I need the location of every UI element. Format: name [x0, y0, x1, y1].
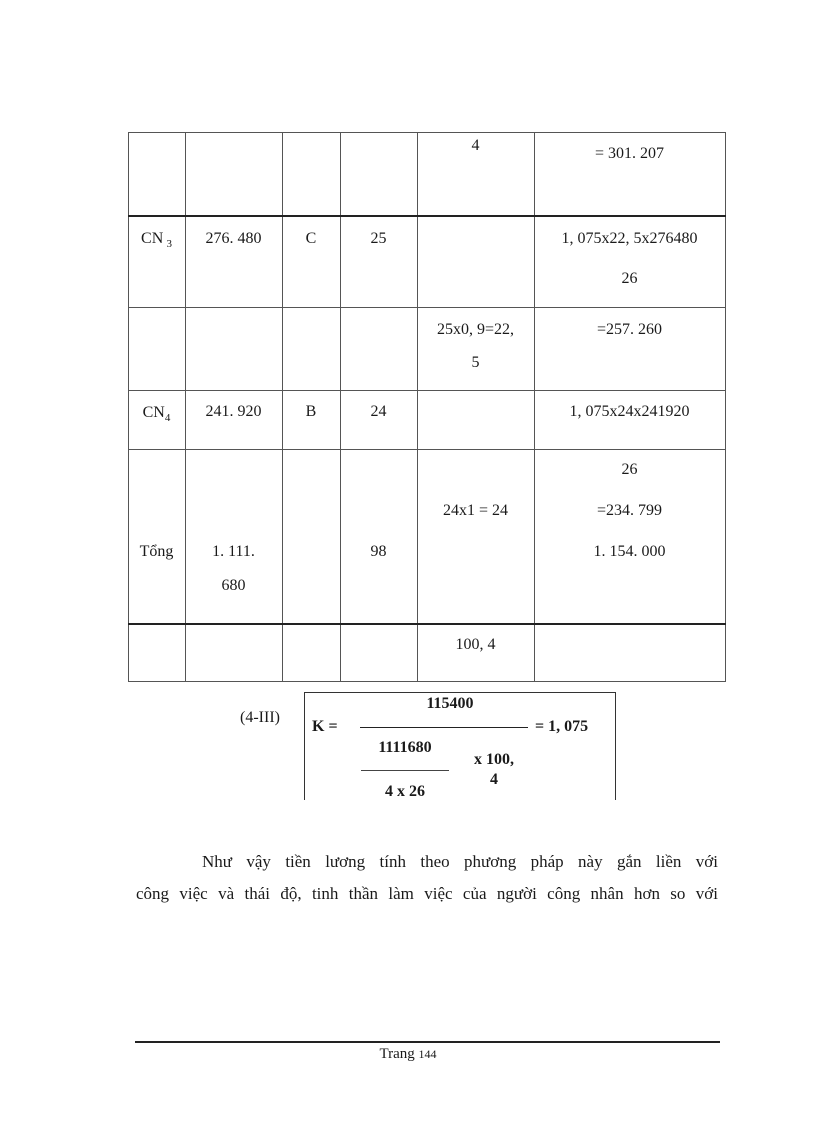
table-cell: 25x0, 9=22,: [436, 321, 515, 338]
table-cell: 26: [621, 270, 638, 287]
table-cell: 4: [471, 137, 480, 154]
paragraph-line: công việc và thái độ, tinh thần làm việc của người công nhân hơn so với: [136, 884, 718, 903]
table-cell: B: [305, 403, 317, 420]
footer-label: Trang: [379, 1046, 415, 1062]
k-label: K =: [312, 718, 338, 735]
table-cell: 24x1 = 24: [442, 502, 509, 519]
paragraph-line: Như vậy tiền lương tính theo phương pháp này gắn liền với: [202, 852, 718, 871]
table-cell-row-label: CN $_3$: [141, 230, 172, 251]
table-cell: 5: [471, 354, 480, 371]
inner-denominator: 4 x 26: [385, 783, 425, 800]
table-cell: =234. 799: [596, 502, 663, 519]
formula-box-right: [615, 692, 616, 800]
formula-box-left: [304, 692, 305, 800]
table-row-divider: [128, 390, 726, 391]
formula-label: (4-III): [240, 709, 280, 726]
page-number: 144: [418, 1047, 437, 1061]
table-border-bottom: [128, 681, 726, 682]
table-cell: =257. 260: [596, 321, 663, 338]
table-cell: 1, 075x22, 5x276480: [561, 230, 698, 247]
table-cell: 100, 4: [455, 636, 496, 653]
formula-box-top: [304, 692, 616, 693]
inner-numerator: 1111680: [378, 739, 432, 756]
table-cell: 1, 075x24x241920: [569, 403, 690, 420]
table-cell: 1. 154. 000: [593, 543, 666, 560]
table-cell: 241. 920: [205, 403, 262, 420]
table-cell: C: [305, 230, 317, 247]
table-row-divider: [128, 623, 726, 625]
table-row-divider: [128, 449, 726, 450]
footer-rule: [135, 1041, 720, 1043]
page-footer: [0, 1046, 816, 1063]
table-cell: 276. 480: [205, 230, 262, 247]
table-border-top: [128, 132, 726, 133]
formula-result: = 1, 075: [535, 718, 589, 735]
table-cell-total-label: Tổng: [139, 543, 174, 560]
multiplier: 4: [490, 771, 498, 788]
table-cell-row-label: $CN_4$: [142, 404, 171, 425]
table-cell: = 301. 207: [594, 145, 665, 162]
wage-table: [128, 132, 726, 682]
table-cell: 98: [370, 543, 387, 560]
formula-numerator: 115400: [426, 695, 474, 712]
table-cell: 25: [370, 230, 387, 247]
inner-fraction-bar: [361, 770, 449, 771]
table-cell: 26: [621, 461, 638, 478]
table-cell: 680: [221, 577, 246, 594]
multiplier: x 100,: [474, 751, 514, 768]
table-row-divider: [128, 215, 726, 217]
table-row-divider: [128, 307, 726, 308]
table-cell: 1. 111.: [212, 543, 255, 560]
fraction-bar: [360, 727, 528, 728]
table-cell: 24: [370, 403, 387, 420]
